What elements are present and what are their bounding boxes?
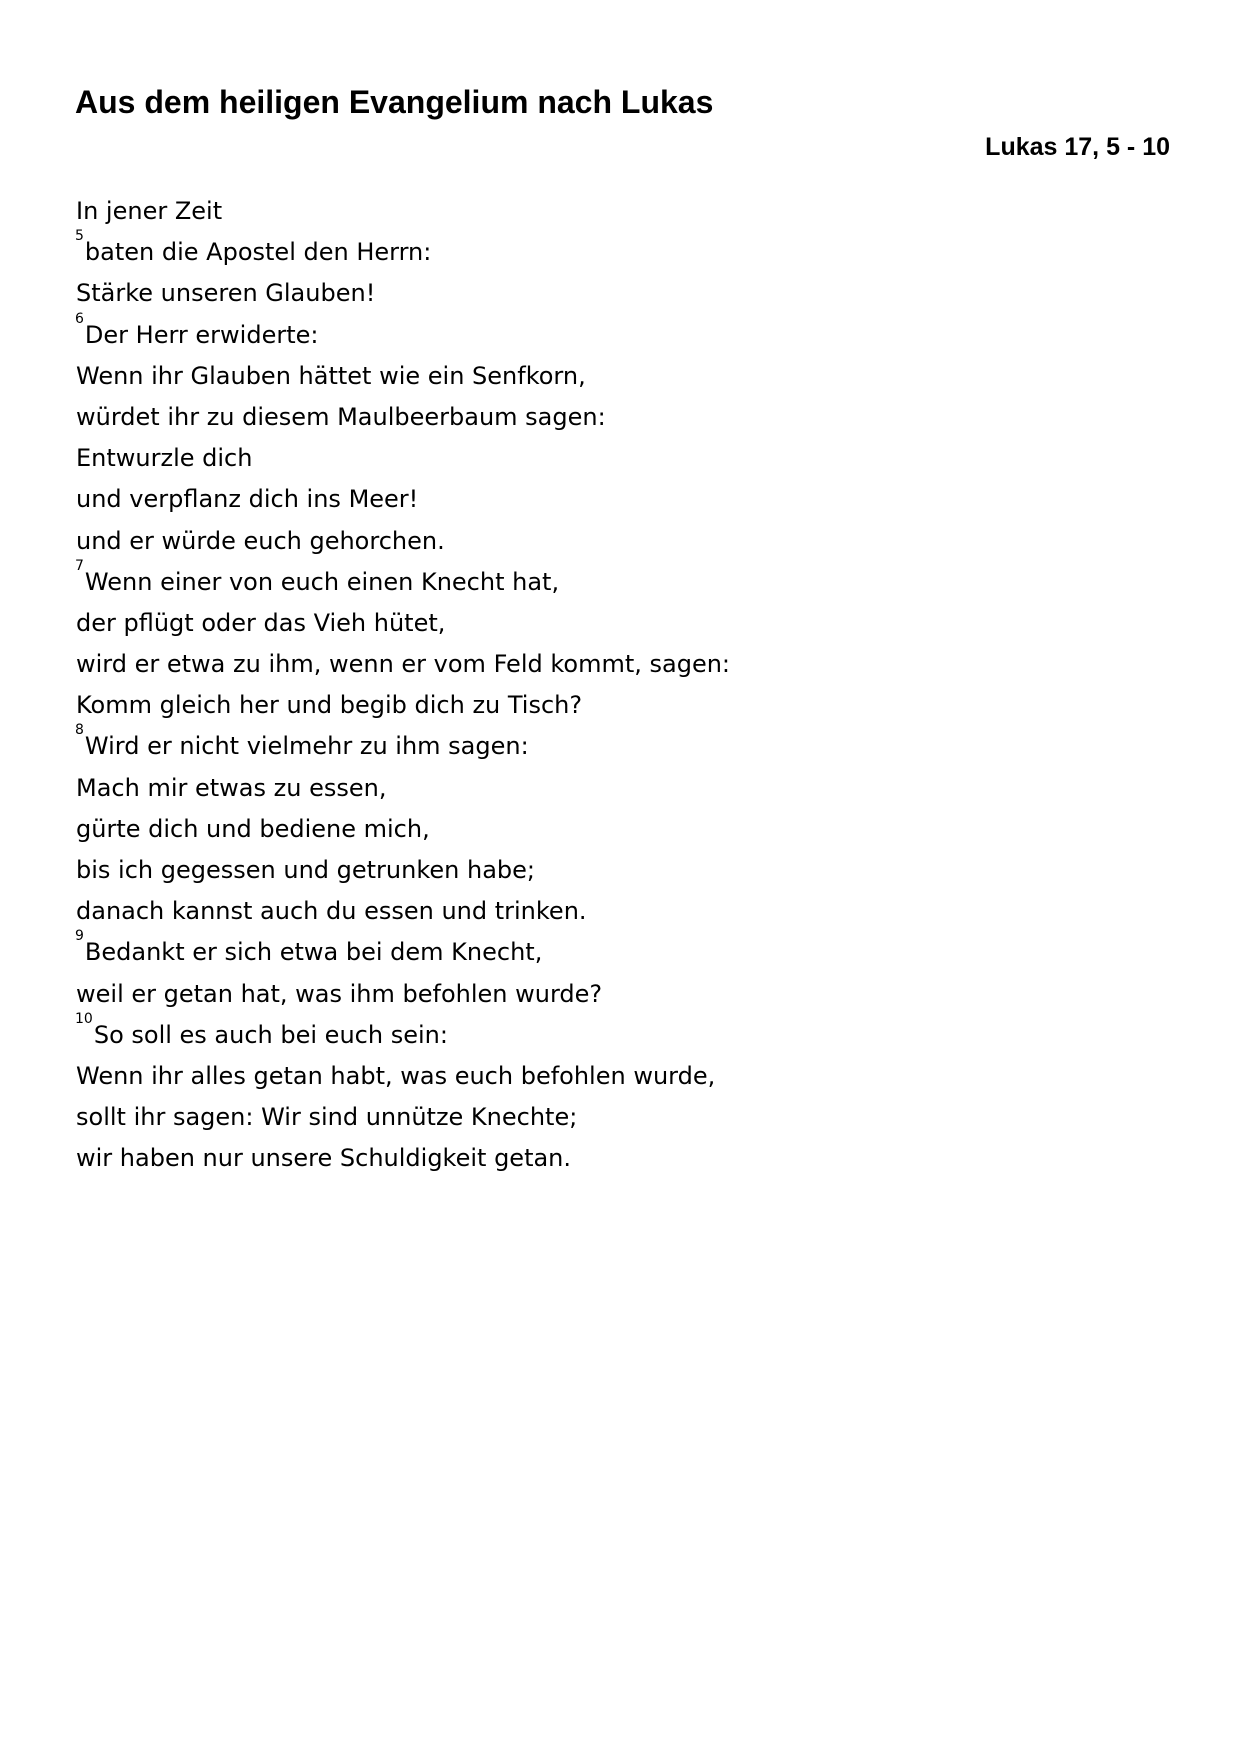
- verse-number: 6: [75, 310, 84, 327]
- line-text: weil er getan hat, was ihm befohlen wurde?: [76, 979, 603, 1008]
- line-text: wir haben nur unsere Schuldigkeit getan.: [76, 1144, 572, 1173]
- line-text: wird er etwa zu ihm, wenn er vom Feld kommt, sagen:: [76, 650, 731, 679]
- line-text: Wenn einer von euch einen Knecht hat,: [84, 567, 560, 596]
- line-text: und er würde euch gehorchen.: [76, 526, 445, 555]
- text-line: [75, 1092, 1075, 1133]
- verse-number: 7: [75, 557, 84, 574]
- gospel-text: [75, 186, 1075, 1175]
- text-line: [75, 1010, 1075, 1051]
- text-line: [75, 598, 1075, 639]
- text-line: [75, 310, 1075, 351]
- verse-number: 5: [75, 228, 84, 245]
- line-text: Wenn ihr alles getan habt, was euch befohlen wurde,: [76, 1061, 716, 1090]
- text-line: [75, 186, 1075, 227]
- text-line: [75, 721, 1075, 762]
- scripture-reference: Lukas 17, 5 - 10: [985, 133, 1170, 161]
- line-text: Wird er nicht vielmehr zu ihm sagen:: [84, 732, 529, 761]
- text-line: [75, 1133, 1075, 1174]
- line-text: Entwurzle dich: [76, 444, 253, 473]
- text-line: [75, 227, 1075, 268]
- text-line: [75, 392, 1075, 433]
- text-line: [75, 1051, 1075, 1092]
- text-line: [75, 516, 1075, 557]
- line-text: bis ich gegessen und getrunken habe;: [76, 856, 535, 884]
- line-text: Bedankt er sich etwa bei dem Knecht,: [84, 938, 543, 967]
- line-text: Komm gleich her und begib dich zu Tisch?: [76, 691, 583, 720]
- verse-number: 8: [75, 722, 84, 739]
- text-line: [75, 268, 1075, 309]
- text-line: [75, 969, 1075, 1010]
- line-text: würdet ihr zu diesem Maulbeerbaum sagen:: [76, 402, 606, 431]
- line-text: Mach mir etwas zu essen,: [76, 773, 387, 802]
- line-text: Stärke unseren Glauben!: [76, 279, 376, 308]
- text-line: [75, 886, 1075, 927]
- line-text: danach kannst auch du essen und trinken.: [76, 897, 587, 926]
- verse-number: 10: [75, 1010, 93, 1027]
- line-text: In jener Zeit: [76, 197, 223, 225]
- line-text: Der Herr erwiderte:: [84, 320, 319, 349]
- text-line: [75, 804, 1075, 845]
- text-line: [75, 845, 1075, 886]
- line-text: sollt ihr sagen: Wir sind unnütze Knechte;: [76, 1103, 578, 1132]
- line-text: und verpflanz dich ins Meer!: [76, 485, 419, 514]
- text-line: [75, 680, 1075, 721]
- line-text: der pflügt oder das Vieh hütet,: [76, 608, 446, 637]
- line-text: Wenn ihr Glauben hättet wie ein Senfkorn,: [76, 361, 586, 390]
- line-text: gürte dich und bediene mich,: [76, 814, 430, 843]
- page-title: Aus dem heiligen Evangelium nach Lukas: [75, 84, 714, 120]
- text-line: [75, 639, 1075, 680]
- verse-number: 9: [75, 928, 84, 945]
- text-line: [75, 927, 1075, 968]
- text-line: [75, 351, 1075, 392]
- text-line: [75, 557, 1075, 598]
- text-line: [75, 474, 1075, 515]
- line-text: So soll es auch bei euch sein:: [93, 1020, 448, 1049]
- text-line: [75, 433, 1075, 474]
- text-line: [75, 763, 1075, 804]
- line-text: baten die Apostel den Herrn:: [84, 238, 432, 267]
